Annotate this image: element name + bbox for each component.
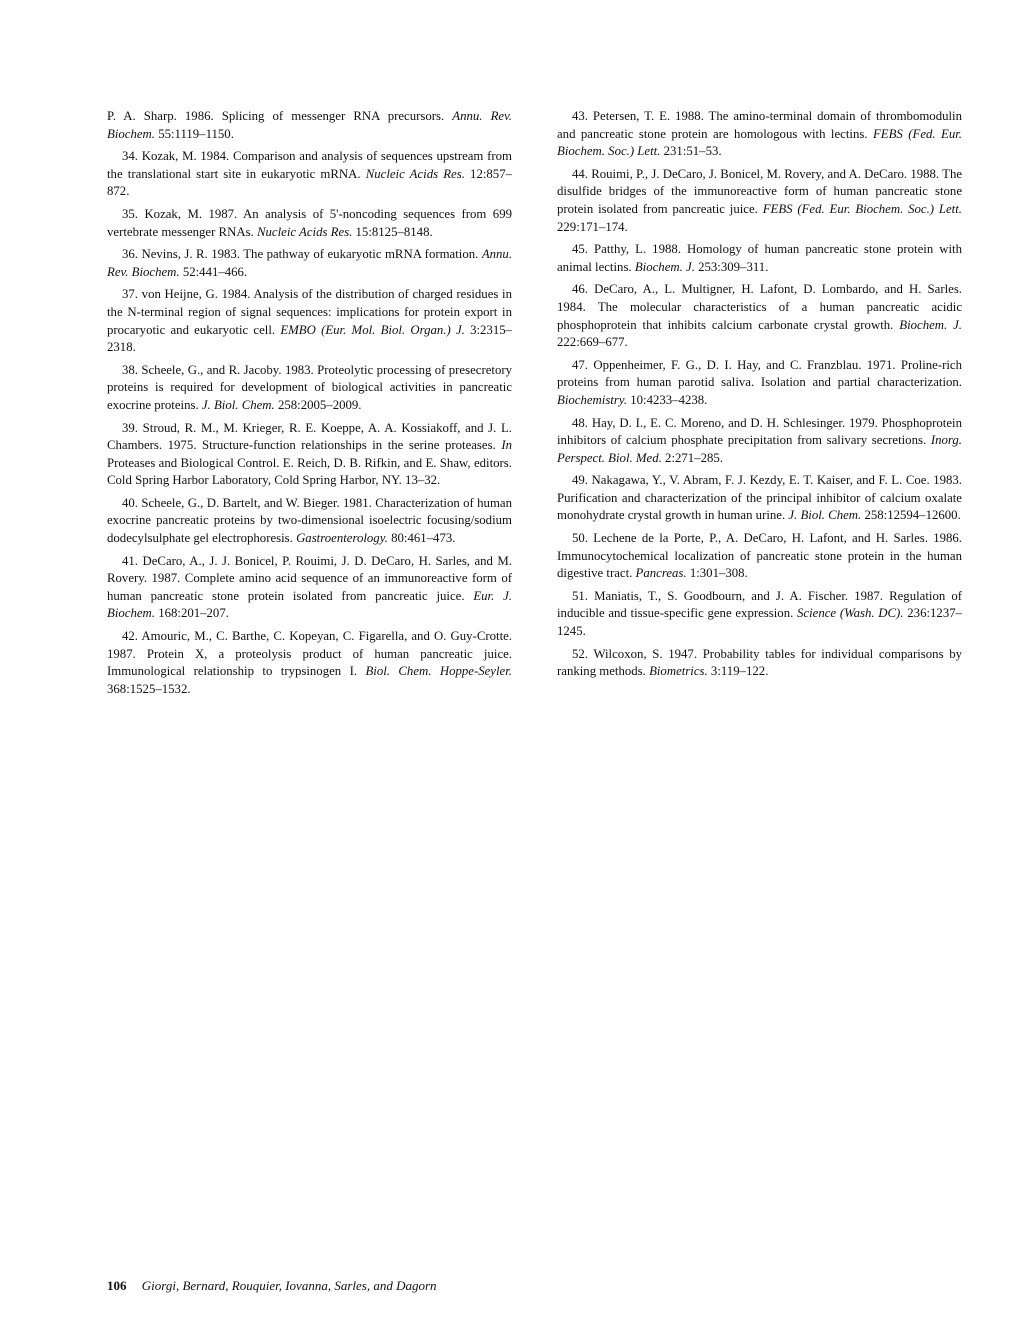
reference-number: 42.: [122, 629, 138, 644]
reference-number: 34.: [122, 149, 138, 164]
reference-number: 39.: [122, 420, 138, 435]
reference-journal: Biometrics.: [649, 664, 708, 679]
reference-authors-year: Oppenheimer, F. G., D. I. Hay, and C. Franzblau. 1971.: [593, 357, 896, 372]
reference-title: Purification and characterization of the principal inhibitor of calcium oxalate monohydrate crystal growth in human urine.: [557, 490, 962, 523]
reference-entry: [107, 420, 512, 490]
page-number: 106: [107, 1278, 127, 1293]
reference-number: 38.: [122, 362, 138, 377]
reference-number: 47.: [572, 357, 588, 372]
reference-citation: 236:1237–1245.: [557, 606, 963, 639]
reference-journal: Pancreas.: [635, 566, 687, 581]
reference-journal: FEBS (Fed. Eur. Biochem. Soc.) Lett.: [557, 126, 962, 159]
reference-title: An analysis of 5'-noncoding sequences from 699 vertebrate messenger RNAs.: [107, 206, 512, 239]
reference-citation: 368:1525–1532.: [107, 681, 191, 696]
reference-authors-year: Amouric, M., C. Barthe, C. Kopeyan, C. Figarella, and O. Guy-Crotte. 1987.: [107, 629, 513, 661]
reference-journal: Gastroenterology.: [296, 531, 388, 546]
reference-entry: [557, 357, 962, 410]
reference-number: 36.: [122, 247, 138, 262]
reference-journal: Nucleic Acids Res.: [256, 224, 353, 239]
reference-citation: 168:201–207.: [158, 606, 229, 621]
reference-title: The pathway of eukaryotic mRNA formation.: [243, 247, 479, 262]
reference-journal: Annu. Rev. Biochem.: [107, 109, 513, 141]
running-authors: Giorgi, Bernard, Rouquier, Iovanna, Sarles, and Dagorn: [141, 1278, 437, 1293]
reference-authors-year: Petersen, T. E. 1988.: [592, 109, 704, 123]
reference-journal: J. Biol. Chem.: [788, 508, 862, 523]
reference-authors-year: DeCaro, A., J. J. Bonicel, P. Rouimi, J. D. DeCaro, H. Sarles, and M. Rovery. 1987.: [107, 553, 512, 586]
reference-title: Characterization of human exocrine pancreatic proteins by two-dimensional isoelectric focusing/sodium dodecylsulphate gel electrophoresis.: [107, 495, 512, 546]
reference-title: Comparison and analysis of sequences upstream from the translational start site in eukaryotic mRNA.: [107, 149, 513, 181]
reference-title: Proteolytic processing of presecretory proteins is required for development of biological activities in pancreatic exocrine proteins.: [107, 362, 512, 412]
reference-number: 43.: [572, 109, 588, 123]
reference-title: Splicing of messenger RNA precursors.: [221, 109, 445, 123]
reference-entry: [107, 148, 512, 201]
reference-citation: 258:2005–2009.: [277, 397, 362, 412]
reference-authors-year: Hay, D. I., E. C. Moreno, and D. H. Schlesinger. 1979.: [591, 415, 878, 430]
references-right-column: [557, 108, 962, 686]
reference-entry: [107, 206, 512, 241]
reference-number: 46.: [572, 282, 588, 297]
reference-citation: 10:4233–4238.: [630, 392, 708, 407]
reference-citation: 229:171–174.: [557, 219, 628, 234]
reference-citation: 3:2315–2318.: [107, 322, 513, 355]
reference-authors-year: Lechene de la Porte, P., A. DeCaro, H. Lafont, and H. Sarles. 1986.: [593, 531, 962, 546]
reference-number: 50.: [572, 531, 588, 546]
references-left-column: [107, 108, 512, 703]
reference-number: 51.: [572, 588, 588, 603]
reference-title: Structure-function relationships in the serine proteases.: [201, 438, 496, 453]
reference-citation: 55:1119–1150.: [158, 126, 234, 141]
reference-title: Complete amino acid sequence of an immunoreactive form of human pancreatic stone protein isolated from pancreatic juice.: [107, 571, 512, 603]
reference-title: The molecular characteristics of a human pancreatic acidic phosphoprotein that inhibits calcium carbonate crystal growth.: [557, 299, 963, 332]
reference-journal: Biochem. J.: [899, 317, 962, 332]
reference-authors-year: Wilcoxon, S. 1947.: [593, 646, 698, 661]
reference-citation: 2:271–285.: [665, 450, 723, 465]
reference-number: 37.: [122, 287, 138, 302]
reference-citation: 1:301–308.: [689, 566, 748, 581]
reference-authors-year: Kozak, M. 1984.: [141, 149, 230, 164]
reference-citation: 253:309–311.: [698, 259, 769, 274]
reference-entry: [557, 530, 962, 583]
reference-journal: Eur. J. Biochem.: [107, 588, 512, 621]
reference-entry: [107, 362, 512, 415]
reference-authors-year: Scheele, G., and R. Jacoby. 1983.: [141, 362, 314, 377]
reference-title: Proline-rich proteins from human parotid saliva. Isolation and partial characterization.: [557, 357, 963, 390]
reference-title: The amino-terminal domain of thrombomodulin and pancreatic stone protein are homologous with lectins.: [557, 109, 963, 141]
reference-entry: [557, 588, 962, 641]
reference-entry: [557, 108, 962, 161]
reference-number: 49.: [572, 473, 588, 488]
reference-authors-year: Kozak, M. 1987.: [144, 206, 238, 221]
reference-citation: 52:441–466.: [182, 264, 248, 279]
reference-number: 45.: [572, 242, 588, 257]
reference-entry: [107, 286, 512, 356]
reference-entry: [107, 108, 512, 143]
reference-title: Probability tables for individual comparisons by ranking methods.: [557, 646, 963, 679]
reference-entry: [557, 241, 962, 276]
reference-authors-year: Maniatis, T., S. Goodbourn, and J. A. Fischer. 1987.: [594, 588, 883, 603]
reference-authors-year: Stroud, R. M., M. Krieger, R. E. Koeppe, A. A. Kossiakoff, and J. L. Chambers. 1975.: [107, 420, 512, 453]
reference-entry: [557, 166, 962, 236]
reference-journal: J. Biol. Chem.: [201, 397, 275, 412]
reference-journal: Annu. Rev. Biochem.: [107, 247, 513, 279]
reference-journal: Inorg. Perspect. Biol. Med.: [557, 433, 962, 465]
reference-journal: Biochemistry.: [557, 392, 628, 407]
reference-entry: [557, 472, 962, 525]
reference-journal: Science (Wash. DC).: [797, 606, 904, 621]
reference-number: 48.: [572, 415, 588, 430]
reference-citation: 231:51–53.: [663, 144, 722, 159]
reference-authors-year: Nakagawa, Y., V. Abram, F. J. Kezdy, E. T. Kaiser, and F. L. Coe. 1983.: [591, 473, 962, 488]
reference-citation: 3:119–122.: [710, 664, 769, 679]
reference-journal: Nucleic Acids Res.: [365, 166, 465, 181]
reference-citation: 80:461–473.: [391, 531, 456, 546]
reference-title: Regulation of inducible and tissue-specific gene expression.: [557, 588, 962, 621]
reference-title: Analysis of the distribution of charged residues in the N-terminal region of signal sequences: implications for protein export in procaryotic and eukaryotic cell.: [107, 287, 512, 337]
reference-journal: Biol. Chem. Hoppe-Seyler.: [365, 664, 512, 679]
reference-entry: [557, 281, 962, 351]
reference-authors-year: Rouimi, P., J. DeCaro, J. Bonicel, M. Rovery, and A. DeCaro. 1988.: [591, 166, 940, 181]
reference-citation: 15:8125–8148.: [355, 224, 433, 239]
reference-citation: 258:12594–12600.: [864, 508, 961, 523]
reference-title: Protein X, a proteolysis product of human pancreatic juice. Immunological relationship to trypsinogen I.: [107, 646, 513, 679]
reference-number: 44.: [572, 166, 588, 181]
reference-citation: Proteases and Biological Control. E. Reich, D. B. Rifkin, and E. Shaw, editors. Cold Spring Harbor Laboratory, Cold Spring Harbor, NY. 13–32.: [107, 455, 512, 488]
reference-citation: 222:669–677.: [557, 335, 628, 350]
reference-title: Phosphoprotein inhibitors of calcium phosphate precipitation from salivary secretions.: [557, 415, 962, 448]
reference-entry: [107, 246, 512, 281]
reference-number: 52.: [572, 646, 588, 661]
reference-authors-year: Nevins, J. R. 1983.: [141, 247, 240, 262]
reference-journal: EMBO (Eur. Mol. Biol. Organ.) J.: [280, 322, 465, 337]
reference-authors-year: P. A. Sharp. 1986.: [107, 109, 214, 123]
reference-number: 40.: [122, 495, 138, 510]
reference-entry: [557, 646, 962, 681]
reference-entry: [107, 628, 512, 698]
reference-number: 35.: [122, 206, 138, 221]
reference-journal: In: [501, 438, 512, 453]
page-footer: [107, 1278, 437, 1294]
reference-citation: 12:857–872.: [107, 166, 512, 199]
reference-title: Immunocytochemical localization of pancreatic stone protein in the human digestive tract.: [557, 548, 962, 581]
reference-number: 41.: [122, 553, 138, 568]
reference-title: Homology of human pancreatic stone protein with animal lectins.: [557, 242, 962, 274]
reference-journal: FEBS (Fed. Eur. Biochem. Soc.) Lett.: [762, 201, 962, 216]
reference-authors-year: Patthy, L. 1988.: [594, 242, 681, 257]
reference-authors-year: Scheele, G., D. Bartelt, and W. Bieger. 1981.: [141, 495, 372, 510]
reference-entry: [107, 495, 512, 548]
reference-title: The disulfide bridges of the immunoreactive form of human pancreatic stone protein isolated from pancreatic juice.: [557, 166, 963, 216]
reference-authors-year: DeCaro, A., L. Multigner, H. Lafont, D. Lombardo, and H. Sarles. 1984.: [557, 282, 962, 314]
reference-journal: Biochem. J.: [634, 259, 695, 274]
reference-entry: [557, 415, 962, 468]
reference-authors-year: von Heijne, G. 1984.: [141, 287, 251, 302]
reference-entry: [107, 553, 512, 623]
